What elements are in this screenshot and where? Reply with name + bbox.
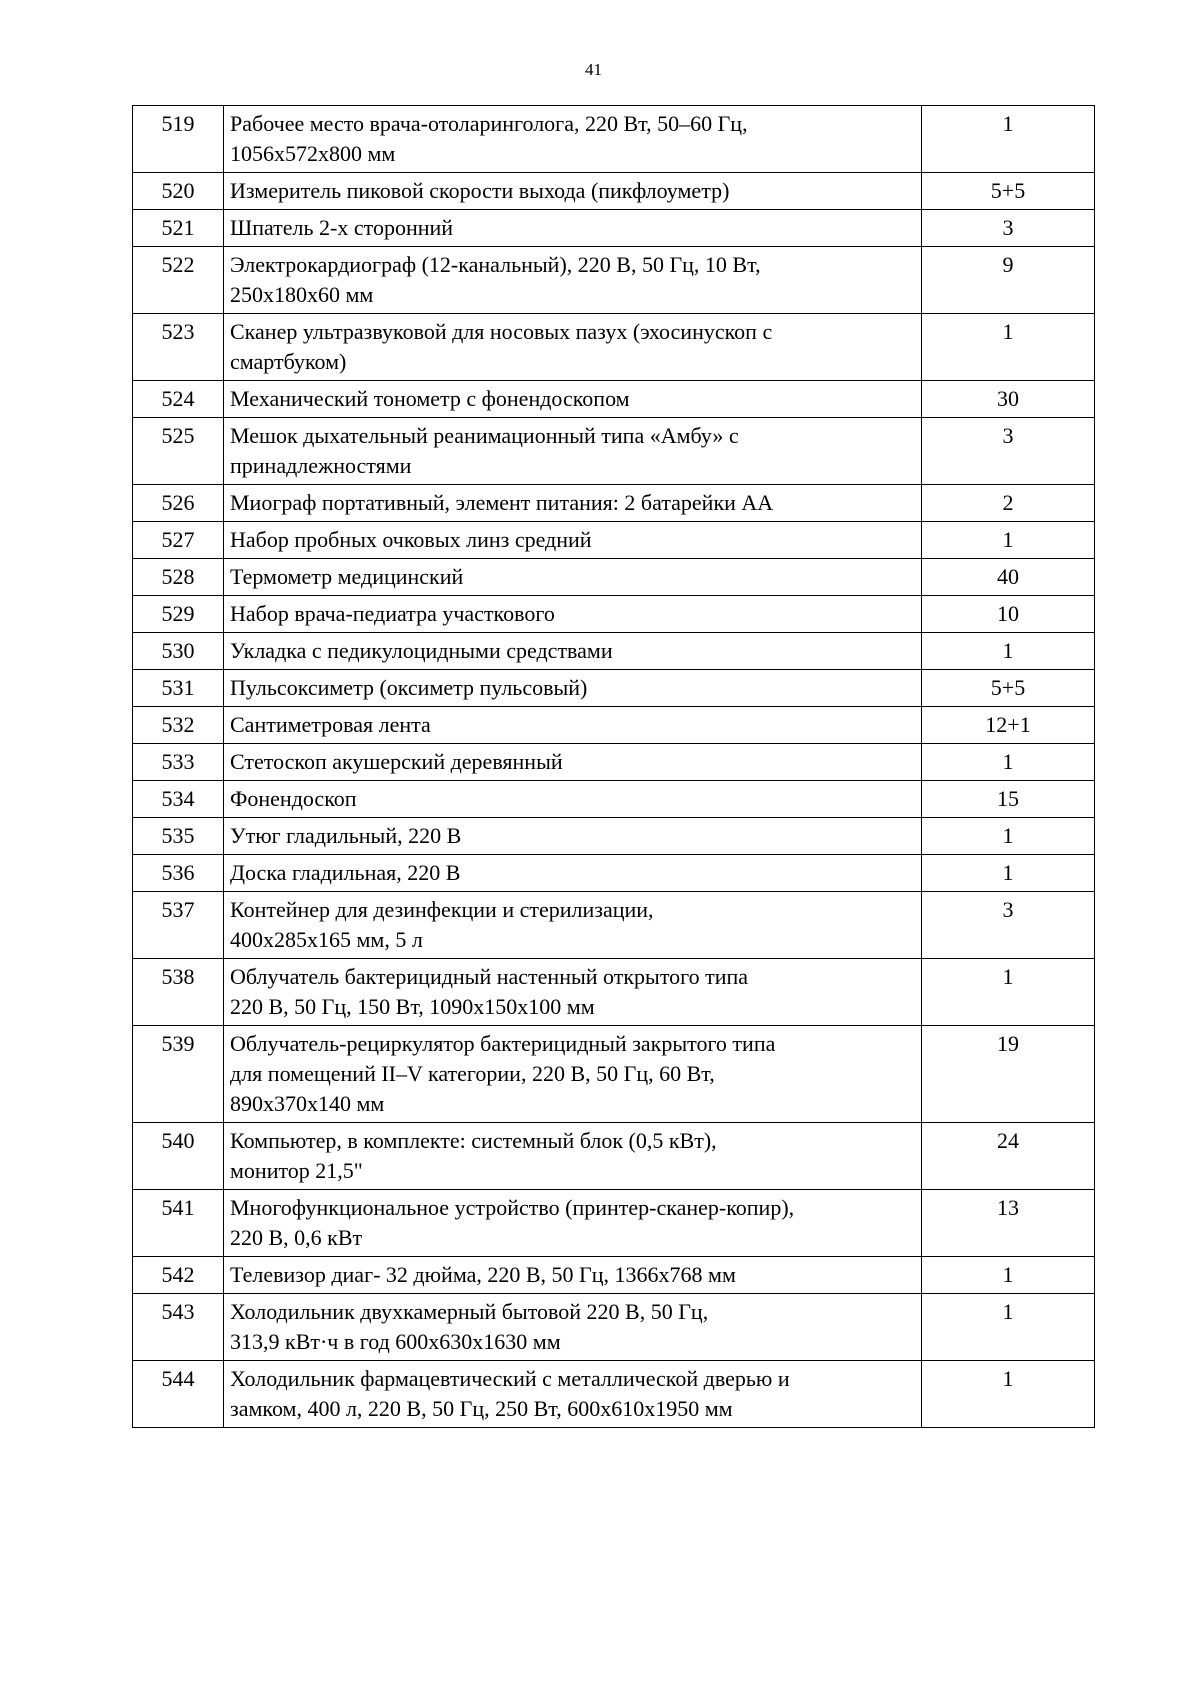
item-number-cell: 531: [133, 670, 224, 707]
table-row: [133, 247, 1095, 314]
item-name-cell: Компьютер, в комплекте: системный блок (0,5 кВт), монитор 21,5": [224, 1123, 922, 1190]
item-quantity-cell: 1: [922, 744, 1095, 781]
item-name-cell: Утюг гладильный, 220 В: [224, 818, 922, 855]
item-quantity-cell: 10: [922, 596, 1095, 633]
item-name-cell: Электрокардиограф (12-канальный), 220 В, 50 Гц, 10 Вт, 250x180x60 мм: [224, 247, 922, 314]
table-row: [133, 855, 1095, 892]
item-quantity-cell: 5+5: [922, 173, 1095, 210]
equipment-table: [132, 105, 1095, 1428]
item-number-cell: 523: [133, 314, 224, 381]
item-name-cell: Холодильник двухкамерный бытовой 220 В, 50 Гц, 313,9 кВт·ч в год 600x630x1630 мм: [224, 1294, 922, 1361]
table-row: [133, 485, 1095, 522]
item-quantity-cell: 1: [922, 522, 1095, 559]
table-row: [133, 1294, 1095, 1361]
item-quantity-cell: 1: [922, 633, 1095, 670]
item-quantity-cell: 3: [922, 892, 1095, 959]
item-number-cell: 538: [133, 959, 224, 1026]
page-number: 41: [585, 60, 602, 79]
item-name-cell: Механический тонометр с фонендоскопом: [224, 381, 922, 418]
item-number-cell: 533: [133, 744, 224, 781]
item-number-cell: 524: [133, 381, 224, 418]
table-row: [133, 1123, 1095, 1190]
item-quantity-cell: 1: [922, 1294, 1095, 1361]
item-quantity-cell: 3: [922, 210, 1095, 247]
table-row: [133, 173, 1095, 210]
item-number-cell: 520: [133, 173, 224, 210]
item-name-cell: Пульсоксиметр (оксиметр пульсовый): [224, 670, 922, 707]
table-row: [133, 522, 1095, 559]
item-name-cell: Многофункциональное устройство (принтер-сканер-копир), 220 В, 0,6 кВт: [224, 1190, 922, 1257]
item-name-cell: Измеритель пиковой скорости выхода (пикфлоуметр): [224, 173, 922, 210]
item-number-cell: 525: [133, 418, 224, 485]
item-quantity-cell: 9: [922, 247, 1095, 314]
item-quantity-cell: 1: [922, 314, 1095, 381]
table-row: [133, 210, 1095, 247]
item-quantity-cell: 19: [922, 1026, 1095, 1123]
item-name-cell: Телевизор диаг- 32 дюйма, 220 В, 50 Гц, 1366x768 мм: [224, 1257, 922, 1294]
item-number-cell: 528: [133, 559, 224, 596]
item-number-cell: 532: [133, 707, 224, 744]
item-number-cell: 526: [133, 485, 224, 522]
item-name-cell: Мешок дыхательный реанимационный типа «Амбу» с принадлежностями: [224, 418, 922, 485]
table-row: [133, 596, 1095, 633]
item-quantity-cell: 30: [922, 381, 1095, 418]
item-name-cell: Укладка с педикулоцидными средствами: [224, 633, 922, 670]
item-quantity-cell: 24: [922, 1123, 1095, 1190]
item-quantity-cell: 5+5: [922, 670, 1095, 707]
item-name-cell: Миограф портативный, элемент питания: 2 батарейки АА: [224, 485, 922, 522]
item-name-cell: Облучатель-рециркулятор бактерицидный закрытого типа для помещений II–V категории, 220 В, 50 Гц, 60 Вт, 890x370x140 мм: [224, 1026, 922, 1123]
item-number-cell: 539: [133, 1026, 224, 1123]
equipment-table-body: [133, 106, 1095, 1428]
item-quantity-cell: 13: [922, 1190, 1095, 1257]
table-row: [133, 744, 1095, 781]
item-number-cell: 534: [133, 781, 224, 818]
item-name-cell: Холодильник фармацевтический с металлической дверью и замком, 400 л, 220 В, 50 Гц, 250 Вт, 600x610x1950 мм: [224, 1361, 922, 1428]
item-number-cell: 542: [133, 1257, 224, 1294]
item-number-cell: 519: [133, 106, 224, 173]
item-number-cell: 541: [133, 1190, 224, 1257]
item-number-cell: 540: [133, 1123, 224, 1190]
table-row: [133, 633, 1095, 670]
item-number-cell: 527: [133, 522, 224, 559]
item-name-cell: Контейнер для дезинфекции и стерилизации, 400x285x165 мм, 5 л: [224, 892, 922, 959]
table-row: [133, 381, 1095, 418]
item-quantity-cell: 1: [922, 959, 1095, 1026]
item-name-cell: Стетоскоп акушерский деревянный: [224, 744, 922, 781]
table-row: [133, 892, 1095, 959]
item-quantity-cell: 1: [922, 1257, 1095, 1294]
item-number-cell: 544: [133, 1361, 224, 1428]
item-quantity-cell: 12+1: [922, 707, 1095, 744]
item-quantity-cell: 2: [922, 485, 1095, 522]
table-row: [133, 314, 1095, 381]
table-row: [133, 959, 1095, 1026]
item-quantity-cell: 40: [922, 559, 1095, 596]
table-row: [133, 818, 1095, 855]
table-row: [133, 418, 1095, 485]
item-number-cell: 522: [133, 247, 224, 314]
item-quantity-cell: 1: [922, 855, 1095, 892]
item-name-cell: Сантиметровая лента: [224, 707, 922, 744]
table-row: [133, 1026, 1095, 1123]
table-row: [133, 106, 1095, 173]
item-number-cell: 543: [133, 1294, 224, 1361]
item-name-cell: Сканер ультразвуковой для носовых пазух (эхосинускоп с смартбуком): [224, 314, 922, 381]
item-number-cell: 529: [133, 596, 224, 633]
item-name-cell: Набор пробных очковых линз средний: [224, 522, 922, 559]
item-number-cell: 521: [133, 210, 224, 247]
item-name-cell: Облучатель бактерицидный настенный открытого типа 220 В, 50 Гц, 150 Вт, 1090x150x100 мм: [224, 959, 922, 1026]
item-name-cell: Рабочее место врача-отоларинголога, 220 Вт, 50–60 Гц, 1056x572x800 мм: [224, 106, 922, 173]
table-row: [133, 670, 1095, 707]
item-quantity-cell: 15: [922, 781, 1095, 818]
item-name-cell: Шпатель 2-х сторонний: [224, 210, 922, 247]
item-number-cell: 537: [133, 892, 224, 959]
item-number-cell: 535: [133, 818, 224, 855]
table-row: [133, 1361, 1095, 1428]
item-quantity-cell: 1: [922, 1361, 1095, 1428]
table-row: [133, 559, 1095, 596]
table-row: [133, 707, 1095, 744]
item-name-cell: Фонендоскоп: [224, 781, 922, 818]
item-number-cell: 536: [133, 855, 224, 892]
item-name-cell: Доска гладильная, 220 В: [224, 855, 922, 892]
table-row: [133, 1257, 1095, 1294]
item-number-cell: 530: [133, 633, 224, 670]
table-row: [133, 781, 1095, 818]
item-name-cell: Набор врача-педиатра участкового: [224, 596, 922, 633]
item-quantity-cell: 3: [922, 418, 1095, 485]
item-quantity-cell: 1: [922, 818, 1095, 855]
table-row: [133, 1190, 1095, 1257]
item-name-cell: Термометр медицинский: [224, 559, 922, 596]
item-quantity-cell: 1: [922, 106, 1095, 173]
